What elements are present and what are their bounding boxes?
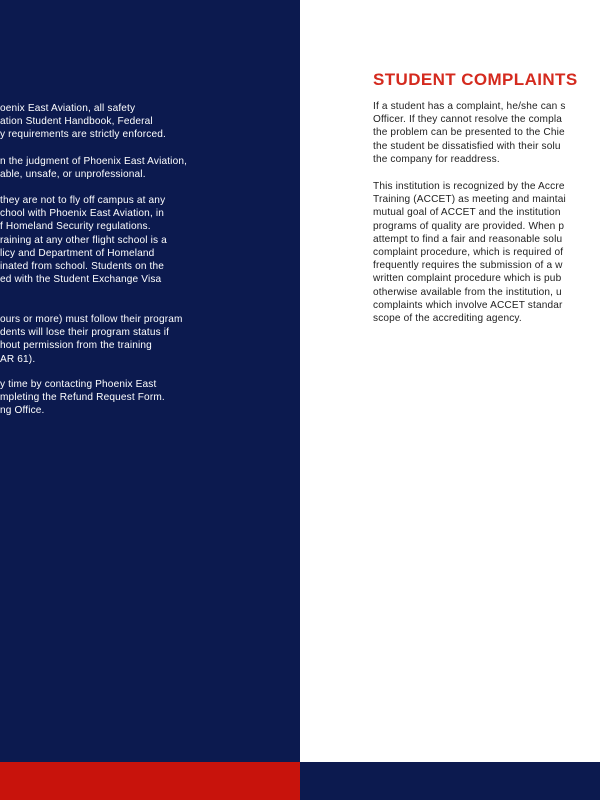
text-line: otherwise available from the institution, u	[373, 286, 562, 298]
section-heading: STUDENT COMPLAINTS	[373, 70, 578, 89]
text-line: raining at any other flight school is a	[0, 234, 167, 246]
text-line: If a student has a complaint, he/she can s	[373, 101, 566, 112]
complaint-procedure-paragraph	[373, 100, 600, 166]
text-line: n the judgment of Phoenix East Aviation,	[0, 156, 188, 167]
text-line: y requirements are strictly enforced.	[0, 129, 166, 141]
text-line: ng Office.	[0, 405, 45, 417]
student-complaints-section	[373, 68, 600, 325]
text-line: oenix East Aviation, all safety	[0, 103, 136, 114]
text-line: programs of quality are provided. When p	[373, 220, 565, 232]
left-paragraph-judgment	[0, 155, 187, 181]
text-line: attempt to find a fair and reasonable solu	[373, 233, 563, 245]
text-line: Training (ACCET) as meeting and maintai	[373, 194, 566, 206]
text-line: licy and Department of Homeland	[0, 247, 155, 259]
text-line: f Homeland Security regulations.	[0, 221, 151, 233]
text-line: ation Student Handbook, Federal	[0, 116, 153, 128]
text-line: complaint procedure, which is required of	[373, 247, 564, 259]
text-line: ours or more) must follow their program	[0, 314, 183, 325]
text-line: mpleting the Refund Request Form.	[0, 392, 165, 404]
text-line: hout permission from the training	[0, 340, 152, 352]
text-line: inated from school. Students on the	[0, 261, 165, 273]
text-line: able, unsafe, or unprofessional.	[0, 169, 146, 181]
left-page-panel	[0, 0, 300, 762]
text-line: y time by contacting Phoenix East	[0, 379, 157, 390]
text-line: This institution is recognized by the Accre	[373, 181, 565, 193]
text-line: frequently requires the submission of a w	[373, 260, 563, 272]
left-paragraph-refund	[0, 378, 165, 418]
left-paragraph-campus	[0, 194, 167, 286]
text-line: the problem can be presented to the Chie	[373, 127, 565, 139]
left-paragraph-safety	[0, 102, 166, 142]
left-paragraph-program	[0, 313, 183, 366]
text-line: Officer. If they cannot resolve the compla	[373, 114, 563, 126]
text-line: complaints which involve ACCET standar	[373, 299, 563, 311]
text-line: chool with Phoenix East Aviation, in	[0, 208, 165, 220]
text-line: dents will lose their program status if	[0, 327, 170, 339]
accreditation-paragraph	[373, 180, 600, 325]
left-footer-bar	[0, 762, 300, 800]
text-line: ed with the Student Exchange Visa	[0, 274, 162, 286]
text-line: they are not to fly off campus at any	[0, 195, 166, 206]
text-line: AR 61).	[0, 353, 36, 365]
text-line: the student be dissatisfied with their solu	[373, 140, 561, 152]
text-line: written complaint procedure which is pub	[373, 273, 562, 285]
text-line: the company for readdress.	[373, 153, 500, 165]
text-line: scope of the accrediting agency.	[373, 313, 522, 325]
text-line: mutual goal of ACCET and the institution	[373, 207, 561, 219]
right-footer-bar	[300, 762, 600, 800]
